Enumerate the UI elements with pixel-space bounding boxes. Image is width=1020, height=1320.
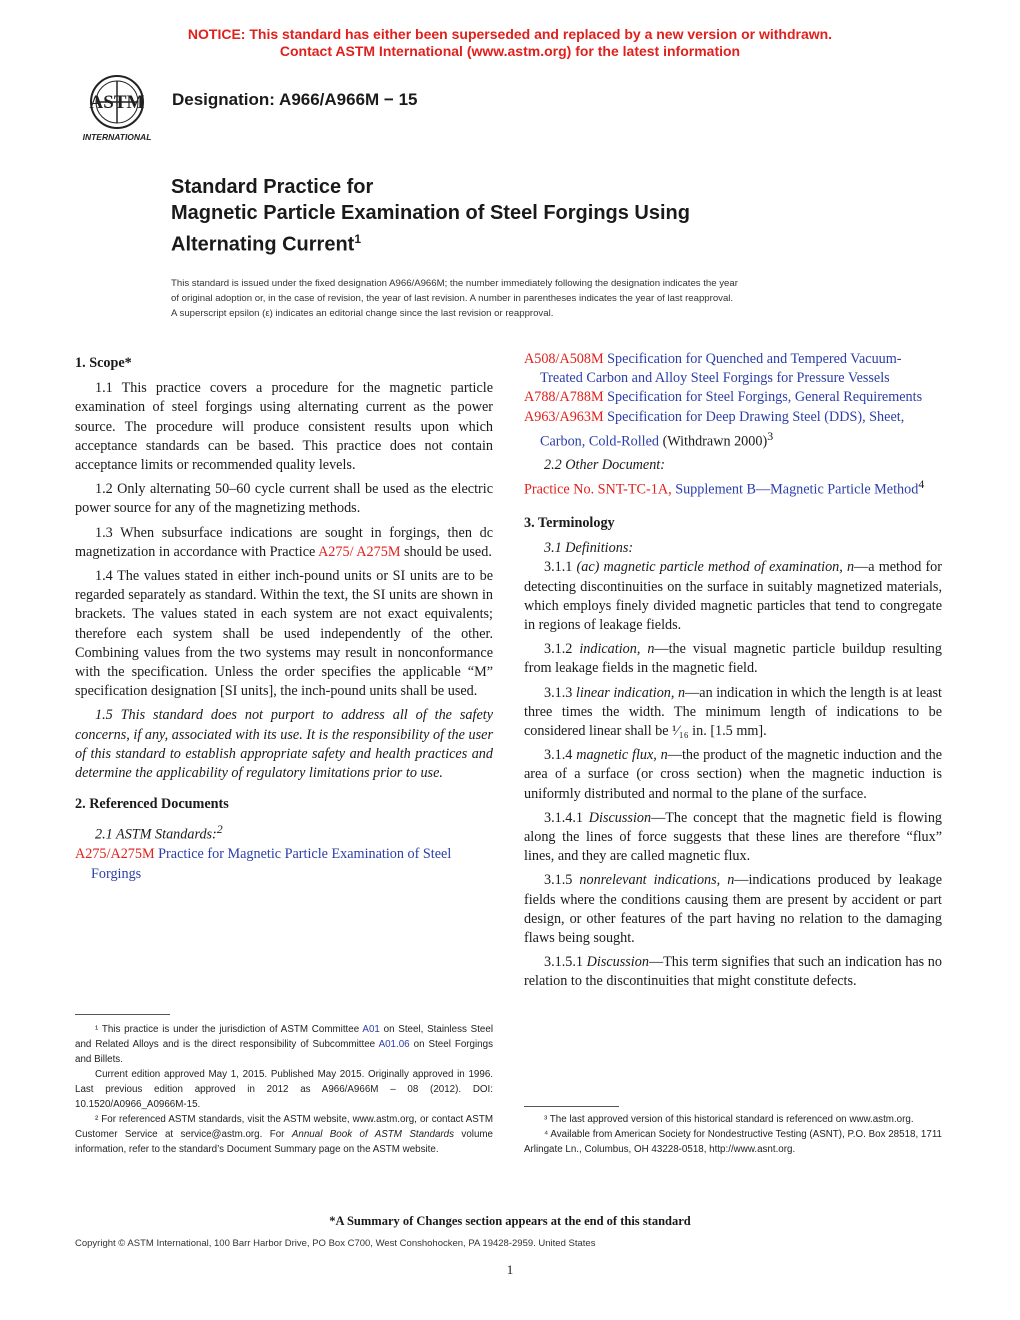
ref-a275-title[interactable]: Practice for Magnetic Particle Examination of Steel Forgings: [91, 846, 452, 882]
section-3-heading: 3. Terminology: [524, 514, 615, 531]
footnote-2-italic: Annual Book of ASTM Standards: [291, 1129, 455, 1140]
para-2-1-sup: 2: [216, 822, 223, 837]
ref-a508-title[interactable]: Specification for Quenched and Tempered Vacuum-Treated Carbon and Alloy Steel Forgings for Pressure Vessels: [540, 351, 902, 387]
para-1-2: 1.2 Only alternating 50–60 cycle current shall be used as the electric power source for any of the magnetizing methods.: [75, 481, 493, 517]
para-3-1-5: [524, 871, 942, 948]
footnote-1-text: ¹ This practice is under the jurisdiction of ASTM Committee: [95, 1024, 363, 1035]
footnote-2-text-2: volume information, refer to the standard’s Document Summary page on the ASTM website.: [75, 1129, 494, 1155]
section-2-heading: 2. Referenced Documents: [75, 796, 229, 813]
footnote-1-text-2: on Steel, Stainless Steel and Related Alloys and is the direct responsibility of Subcommittee: [75, 1024, 493, 1050]
para-3-1-1-text: —a method for detecting discontinuities on the surface in suitably magnetized materials, which employs finely divided magnetic particles that tend to congregate in regions of leakage fields.: [524, 559, 942, 633]
footnote-2-text: ² For referenced ASTM standards, visit the ASTM website, www.astm.org, or contact ASTM Customer Service at service@astm.org. For: [75, 1114, 493, 1140]
astm-logo-icon: [74, 74, 160, 146]
footnote-2: [75, 1112, 493, 1157]
para-3-1-5-1-text: —This term signifies that such an indication has no relation to the discontinuities that might constitute defects.: [524, 954, 942, 990]
para-3-1-5-num: 3.1.5: [544, 872, 580, 889]
footnote-1: [75, 1022, 493, 1067]
designation: Designation: A966/A966M − 15: [172, 90, 418, 109]
ref-a788-code[interactable]: A788/A788M: [524, 389, 604, 406]
title-line-3: [171, 226, 690, 258]
para-3-1-1-num: 3.1.1: [544, 559, 577, 576]
section-1-heading: 1. Scope*: [75, 355, 132, 371]
summary-note: *A Summary of Changes section appears at the end of this standard: [329, 1214, 691, 1228]
logo-text: ASTM: [89, 92, 145, 113]
para-2-1: [75, 820, 493, 845]
para-1-3-text: 1.3 When subsurface indications are sought in forgings, then dc magnetization in accordance with Practice: [75, 524, 493, 560]
ref-a963-sup: 3: [767, 428, 774, 443]
para-1-5: 1.5 This standard does not purport to address all of the safety concerns, if any, associated with its use. It is the responsibility of the user of this standard to establish appropriate safety and health practices and determine the applicability of regulatory limitations prior to use.: [75, 707, 493, 782]
para-3-1: 3.1 Definitions:: [544, 540, 634, 557]
right-column: [524, 350, 942, 997]
para-3-1-2: [524, 640, 942, 678]
term-magnetic-flux: magnetic flux, n: [576, 747, 668, 764]
para-1-1: 1.1 This practice covers a procedure for the magnetic particle examination of steel forgings using alternating current as the power source. The procedure will produce consistent results upon which acceptance standards can be based. This practice does not contain acceptance limits or recommended quality levels.: [75, 380, 493, 474]
footnote-1-edition: Current edition approved May 1, 2015. Published May 2015. Originally approved in 1996. Last previous edition approved in 2012 as A966/A966M – 08 (2012). DOI: 10.1520/A0966_A0966M-15.: [75, 1069, 493, 1110]
para-3-1-4-1-num: 3.1.4.1: [544, 809, 589, 826]
notice-line-2: Contact ASTM International (www.astm.org) for the latest information: [279, 43, 741, 59]
ref-a963-withdrawn: (Withdrawn 2000): [659, 433, 768, 450]
title-line-1: Standard Practice for: [171, 176, 374, 198]
notice-line-1: NOTICE: This standard has either been superseded and replaced by a new version or withdrawn.: [187, 26, 833, 42]
ref-a508-code[interactable]: A508/A508M: [524, 351, 604, 367]
copyright-line: Copyright © ASTM International, 100 Barr Harbor Drive, PO Box C700, West Conshohocken, PA 19428-2959. United States: [75, 1238, 596, 1249]
link-a01[interactable]: A01: [362, 1024, 380, 1035]
footnote-divider-left: [75, 1014, 170, 1015]
footnote-4: ⁴ Available from American Society for Nondestructive Testing (ASNT), P.O. Box 28518, 1711 Arlingate Ln., Columbus, OH 43228-0518, http://www.asnt.org.: [524, 1129, 942, 1155]
ref-a788-title[interactable]: Specification for Steel Forgings, General Requirements: [603, 389, 923, 406]
page-number: 1: [506, 1262, 514, 1277]
logo-subtext: INTERNATIONAL: [82, 132, 152, 142]
title-line-2: Magnetic Particle Examination of Steel Forgings Using: [171, 202, 690, 224]
para-2-2: 2.2 Other Document:: [544, 456, 665, 473]
notice-banner: [0, 26, 1020, 60]
term-linear-indication: linear indication, n: [575, 684, 686, 701]
para-3-1-3: [524, 684, 942, 742]
para-3-1-5-text: —indications produced by leakage fields where the conditions causing them are present by accident or part design, or other features of the part having no relation to the damaging flaws being sought.: [524, 872, 943, 946]
ref-a508[interactable]: [524, 350, 942, 388]
ref-a963[interactable]: [524, 408, 942, 452]
issuance-note: [171, 276, 851, 321]
ref-snt-code[interactable]: Practice No. SNT-TC-1A,: [524, 481, 672, 498]
ref-a963-title[interactable]: Specification for Deep Drawing Steel (DDS), Sheet, Carbon, Cold-Rolled: [540, 408, 905, 450]
term-ac-mpi: (ac) magnetic particle method of examination, n: [576, 559, 855, 576]
para-3-1-4-1: [524, 809, 942, 867]
para-3-1-2-text: —the visual magnetic particle buildup resulting from leakage fields in the magnetic field.: [524, 641, 942, 677]
para-1-3: [75, 524, 493, 562]
ref-a963-code[interactable]: A963/A963M: [524, 408, 604, 425]
term-nonrelevant: nonrelevant indications, n: [579, 872, 735, 889]
ref-snt-tc-1a[interactable]: [524, 475, 942, 500]
para-3-1-4-text: —the product of the magnetic induction and the area of a surface (or cross section) when the magnetic induction is uniformly distributed and normal to the plane of the surface.: [524, 747, 942, 802]
footnotes-left: [75, 1022, 493, 1157]
para-3-1-4-num: 3.1.4: [544, 747, 577, 764]
para-3-1-4: [524, 746, 942, 804]
term-discussion-1: Discussion: [588, 809, 652, 826]
ref-snt-title[interactable]: Supplement B—Magnetic Particle Method: [671, 481, 919, 498]
para-3-1-5-1-num: 3.1.5.1: [544, 954, 587, 971]
footnotes-right: [524, 1112, 942, 1157]
ref-a275-code[interactable]: A275/A275M: [75, 846, 155, 863]
para-3-1-4-1-text: —The concept that the magnetic field is flowing along the lines of force suggests that these lines are therefore “flux” lines, and they are called magnetic flux.: [524, 809, 943, 865]
term-discussion-2: Discussion: [586, 954, 649, 971]
title-footnote-mark[interactable]: 1: [354, 232, 362, 246]
left-column: [75, 350, 493, 889]
ref-snt-sup: 4: [918, 476, 925, 491]
link-a275[interactable]: A275/ A275M: [318, 543, 401, 560]
footnote-1-text-3: on Steel Forgings and Billets.: [75, 1039, 493, 1065]
para-1-3-tail: should be used.: [400, 543, 492, 560]
para-2-1-text: 2.1 ASTM Standards:: [95, 827, 217, 844]
issuance-line-2: of original adoption or, in the case of revision, the year of last revision. A number in parentheses indicates the year of last reapproval.: [171, 293, 734, 304]
footnote-divider-right: [524, 1106, 619, 1107]
footnote-3: ³ The last approved version of this historical standard is referenced on www.astm.org.: [544, 1114, 914, 1125]
para-3-1-3-num: 3.1.3: [544, 684, 576, 701]
title-line-3-text: Alternating Current: [171, 233, 355, 256]
link-a01-06[interactable]: A01.06: [378, 1039, 410, 1050]
para-3-1-5-1: [524, 953, 942, 991]
term-indication: indication, n: [579, 641, 655, 658]
para-3-1-3-text: —an indication in which the length is at least three times the width. The minimum length of indications to be considered linear shall be ¹⁄₁₆ in. [1.5 mm].: [524, 684, 942, 739]
document-title: [171, 174, 690, 258]
para-1-4: 1.4 The values stated in either inch-pound units or SI units are to be regarded separately as standard. Within the text, the SI units are shown in brackets. The values stated in each system are not exact equivalents; therefore each system shall be used independently of the other. Combining values from the two systems may result in nonconformance with the specification. Unless the order specifies the applicable “M” specification designation [SI units], the inch-pound units shall be used.: [75, 568, 493, 700]
para-3-1-2-num: 3.1.2: [544, 641, 580, 658]
ref-a788[interactable]: [524, 388, 942, 407]
issuance-line-3: A superscript epsilon (ε) indicates an editorial change since the last revision or reapproval.: [171, 308, 554, 319]
astm-logo: [74, 74, 160, 146]
issuance-line-1: This standard is issued under the fixed designation A966/A966M; the number immediately following the designation indicates the year: [171, 278, 738, 289]
para-3-1-1: [524, 558, 942, 635]
ref-a275[interactable]: [75, 845, 493, 883]
